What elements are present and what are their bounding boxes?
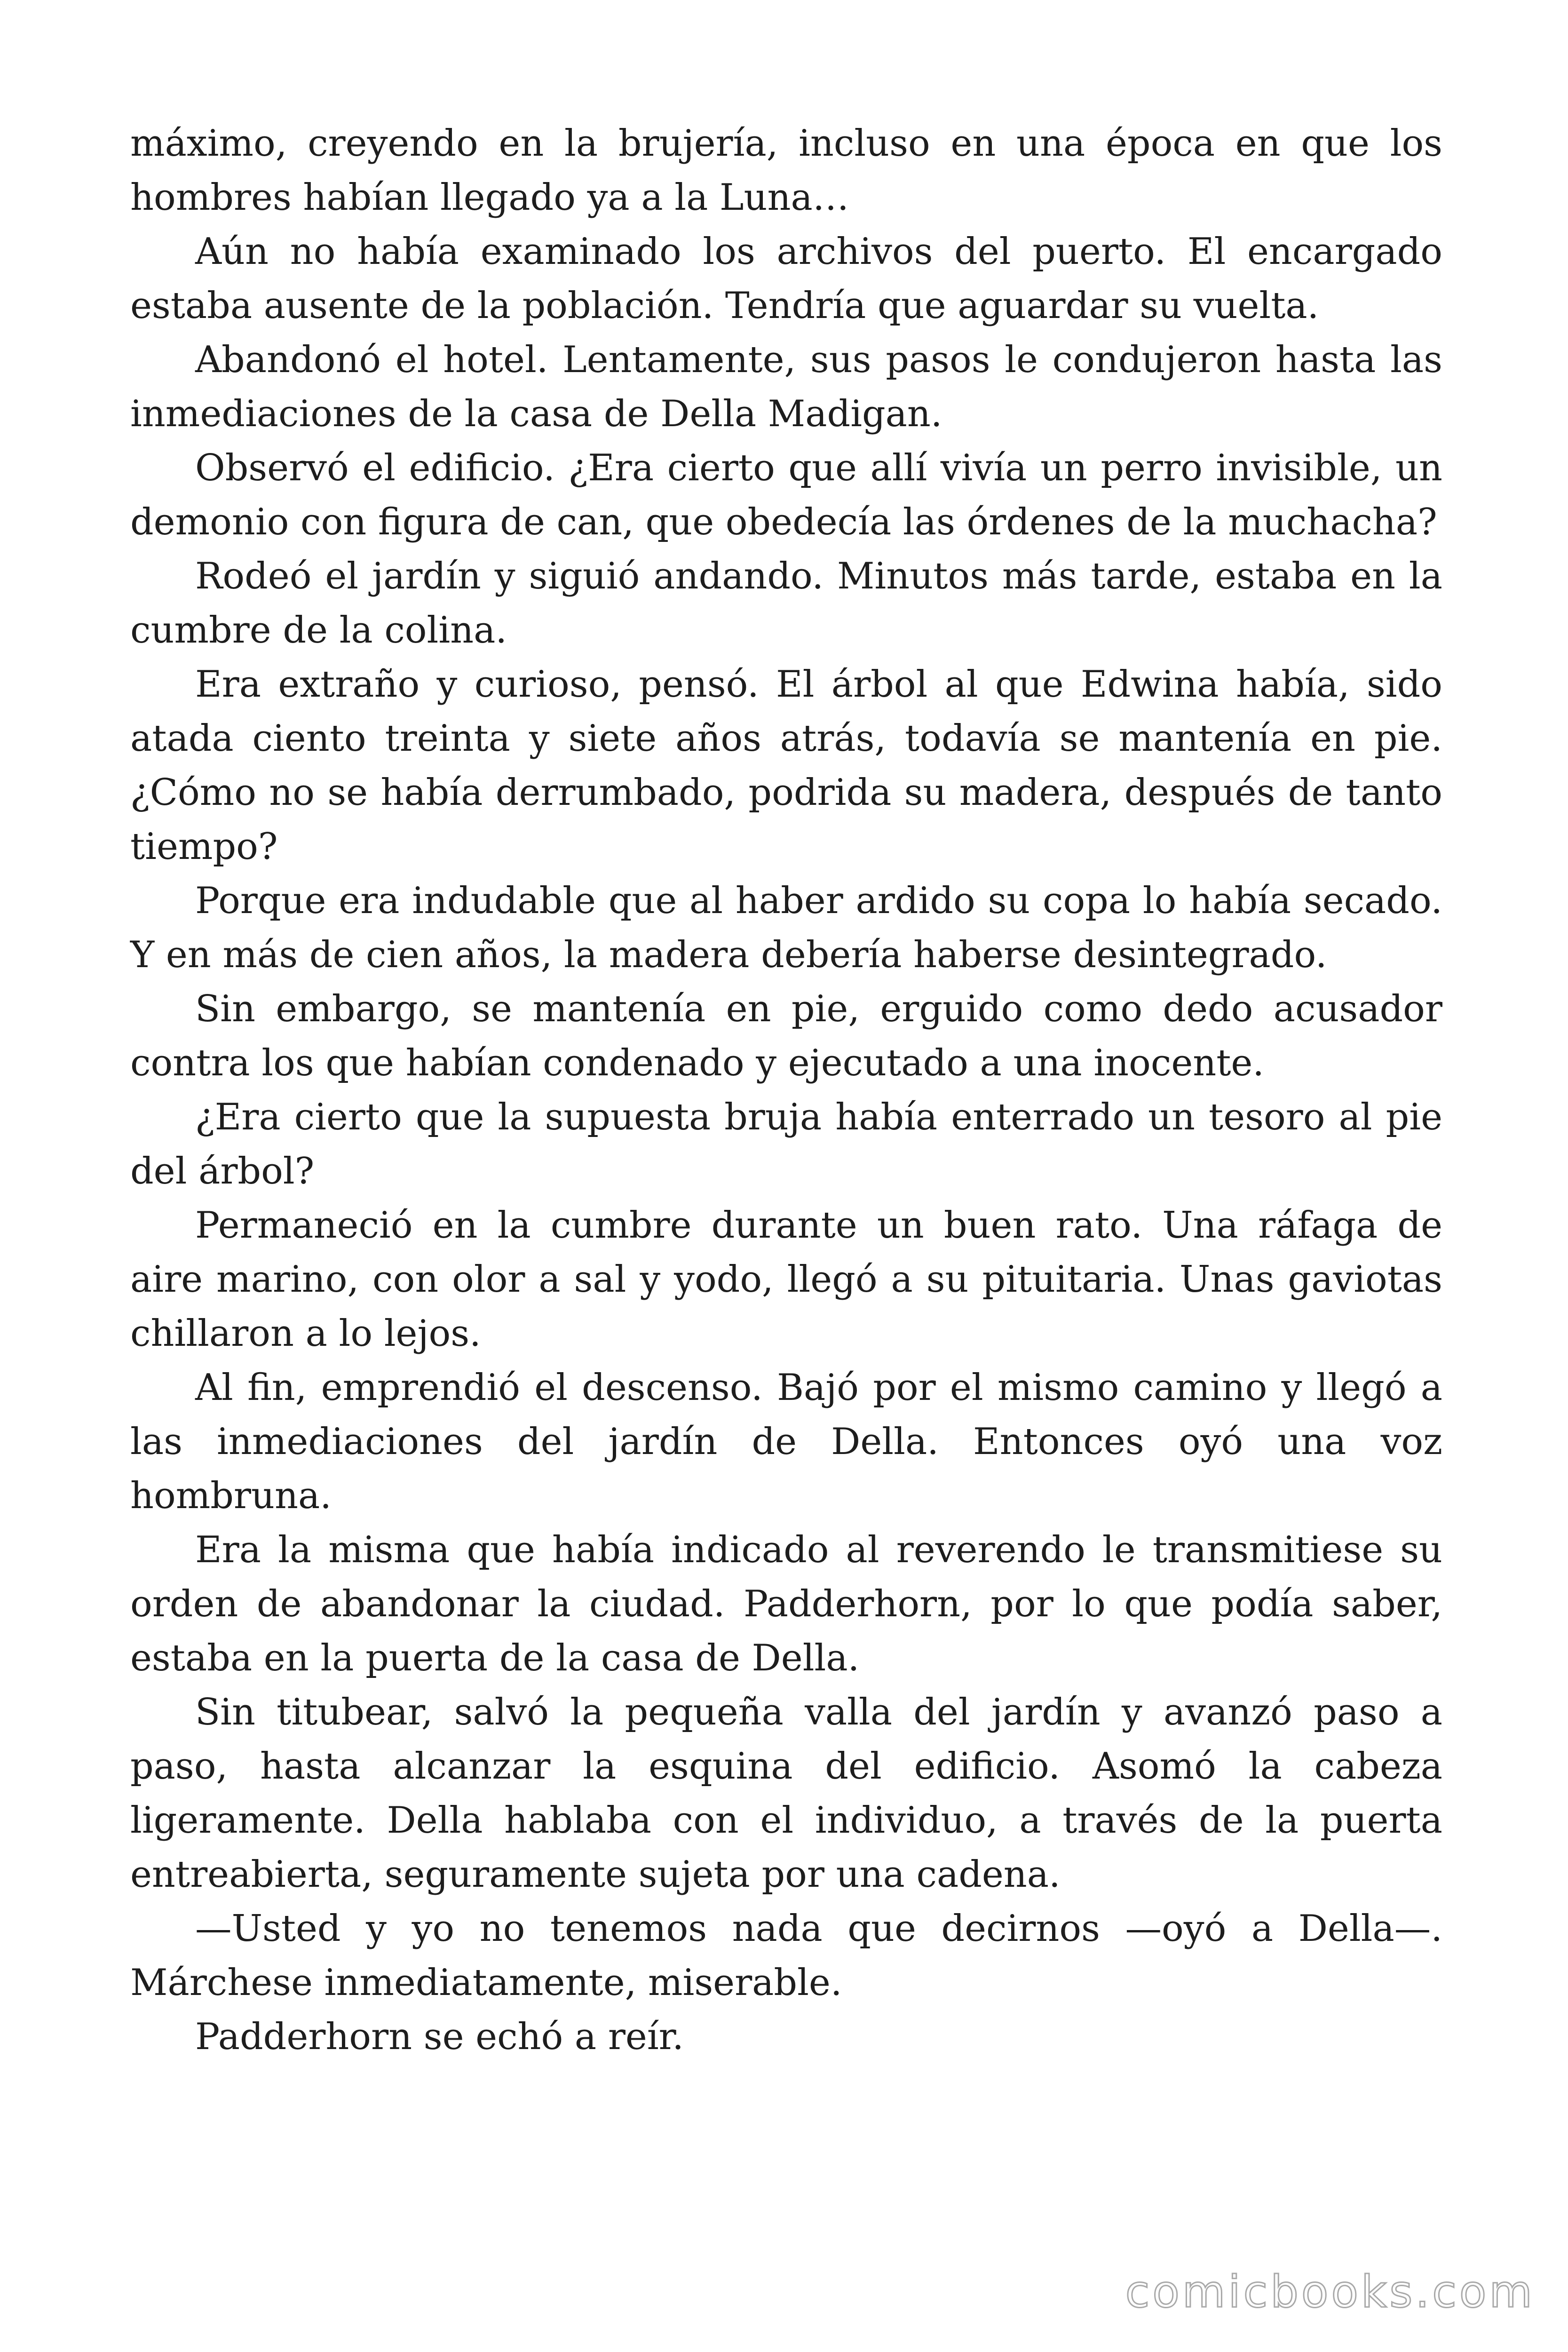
- paragraph: Abandonó el hotel. Lentamente, sus pasos le condujeron hasta las inmediaciones de la casa de Della Madigan.: [130, 339, 1442, 435]
- paragraph: Era extraño y curioso, pensó. El árbol al que Edwina había, sido atada ciento treinta y siete años atrás, todavía se mantenía en pie. ¿Cómo no se había derrumbado, podrida su madera, después de tanto tiempo?: [130, 663, 1442, 868]
- paragraph: Observó el edificio. ¿Era cierto que allí vivía un perro invisible, un demonio con figura de can, que obedecía las órdenes de la muchacha?: [130, 447, 1442, 543]
- book-page: [130, 117, 1442, 2186]
- paragraph: Rodeó el jardín y siguió andando. Minutos más tarde, estaba en la cumbre de la colina.: [130, 555, 1442, 652]
- paragraph: Al fin, emprendió el descenso. Bajó por el mismo camino y llegó a las inmediaciones del jardín de Della. Entonces oyó una voz hombruna.: [130, 1367, 1442, 1517]
- watermark: comicbooks.com: [1125, 2266, 1535, 2318]
- paragraph: Era la misma que había indicado al reverendo le transmitiese su orden de abandonar la ciudad. Padderhorn, por lo que podía saber, estaba en la puerta de la casa de Della.: [130, 1529, 1442, 1679]
- paragraph: Sin titubear, salvó la pequeña valla del jardín y avanzó paso a paso, hasta alcanzar la esquina del edificio. Asomó la cabeza ligeramente. Della hablaba con el individuo, a través de la puerta entreabierta, seguramente sujeta por una cadena.: [130, 1691, 1442, 1896]
- paragraph: Permaneció en la cumbre durante un buen rato. Una ráfaga de aire marino, con olor a sal y yodo, llegó a su pituitaria. Unas gaviotas chillaron a lo lejos.: [130, 1204, 1442, 1355]
- paragraph: Padderhorn se echó a reír.: [195, 2016, 684, 2058]
- paragraph: Porque era indudable que al haber ardido su copa lo había secado. Y en más de cien años, la madera debería haberse desintegrado.: [130, 880, 1442, 976]
- paragraph: Sin embargo, se mantenía en pie, erguido como dedo acusador contra los que habían condenado y ejecutado a una inocente.: [130, 988, 1442, 1084]
- paragraph: ¿Era cierto que la supuesta bruja había enterrado un tesoro al pie del árbol?: [130, 1096, 1442, 1192]
- paragraph-continuation: máximo, creyendo en la brujería, incluso en una época en que los hombres habían llegado ya a la Luna…: [130, 122, 1442, 219]
- dialogue-paragraph: —Usted y yo no tenemos nada que decirnos —oyó a Della—. Márchese inmediatamente, miserable.: [130, 1907, 1442, 2004]
- paragraph: Aún no había examinado los archivos del puerto. El encargado estaba ausente de la población. Tendría que aguardar su vuelta.: [130, 230, 1442, 327]
